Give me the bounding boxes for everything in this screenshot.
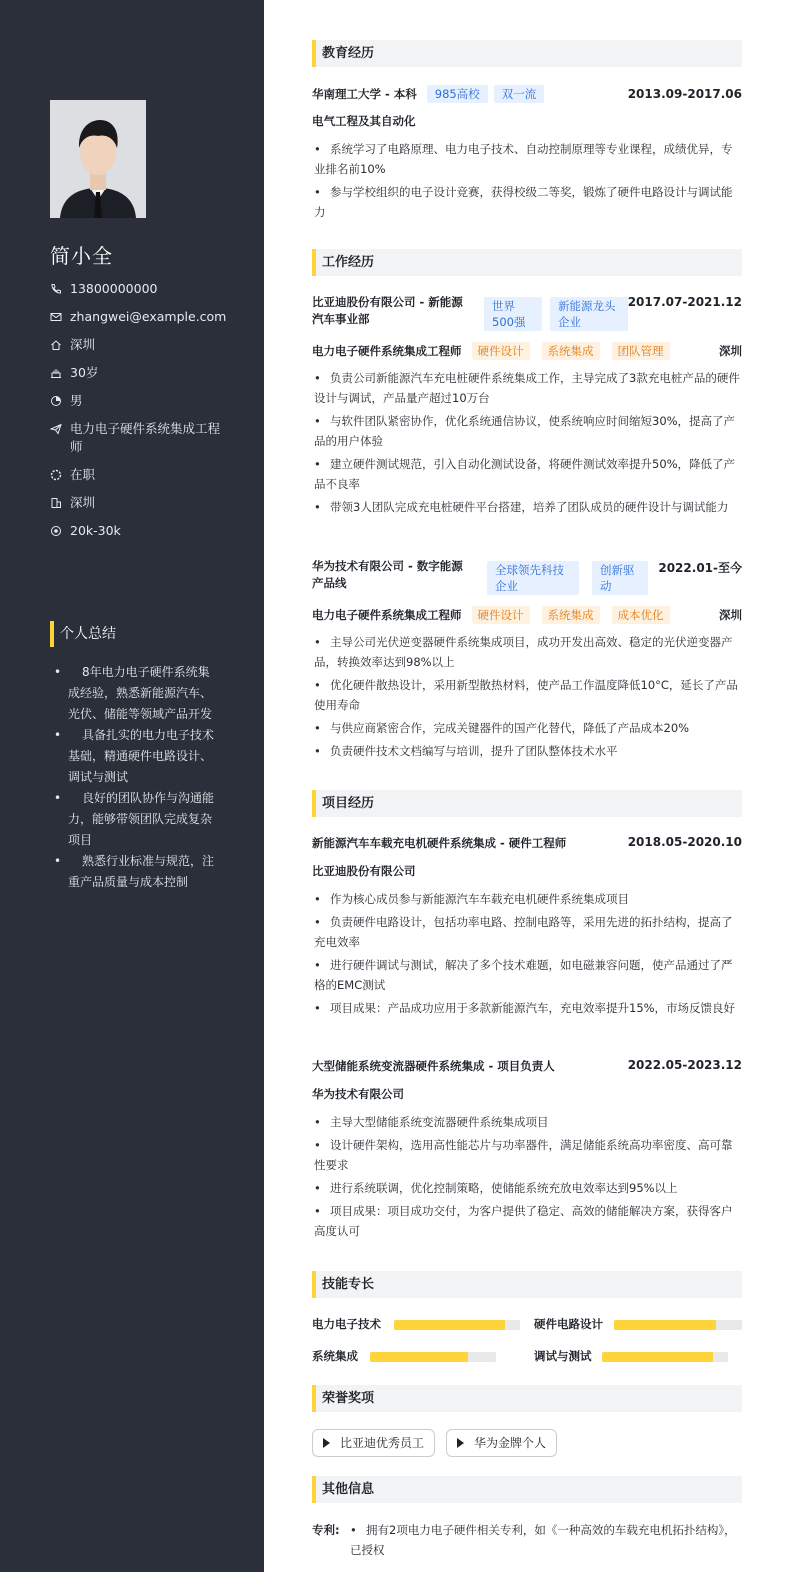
contact-status [50,466,230,484]
project-date: 2022.05-2023.12 [627,1058,742,1072]
summary-title: 个人总结 [50,621,116,647]
job-bullet: • 与供应商紧密合作，完成关键器件的国产化替代，降低了产品成本20% [314,718,742,738]
company-tag: 全球领先科技企业 [487,561,579,595]
job-bullets [314,632,742,764]
skill-tag: 团队管理 [612,342,670,360]
skill-bar-fill [370,1352,468,1362]
cake-icon [50,367,62,379]
major: 电气工程及其自动化 [312,114,416,128]
contact-target-city [50,494,230,512]
avatar [50,100,146,218]
company-tag: 世界500强 [484,297,542,331]
education-bullet: • 参与学校组织的电子设计竞赛，获得校级二等奖，锻炼了硬件电路设计与调试能力 [314,182,742,222]
section-projects-title: 项目经历 [312,790,742,817]
project-bullets [314,889,742,1021]
job-role: 电力电子硬件系统集成工程师 [312,608,462,622]
phone-icon [50,283,62,295]
project-bullet: • 进行硬件调试与测试，解决了多个技术难题，如电磁兼容问题，使产品通过了严格的EMC测试 [314,955,742,995]
contact-gender [50,392,230,410]
age-text: 30岁 [70,365,99,380]
education-date: 2013.09-2017.06 [627,87,742,101]
contact-city [50,336,230,354]
company-tag: 新能源龙头企业 [550,297,628,331]
award-badge [446,1429,557,1457]
job-bullet: • 优化硬件散热设计，采用新型散热材料，使产品工作温度降低10°C，延长了产品使用寿命 [314,675,742,715]
job-bullet: • 建立硬件测试规范，引入自动化测试设备，将硬件测试效率提升50%，降低了产品不良率 [314,454,742,494]
contact-salary [50,522,230,540]
target-role-text: 电力电子硬件系统集成工程师 [70,421,221,454]
patent-list [350,1520,742,1563]
candidate-name: 简小全 [50,244,113,268]
contact-list [50,280,230,550]
contact-phone [50,280,230,298]
school-name: 华南理工大学 - 本科 [312,86,417,101]
gender-icon [50,395,62,407]
project-bullet: • 设计硬件架构，选用高性能芯片与功率器件，满足储能系统高功率密度、高可靠性要求 [314,1135,742,1175]
contact-target-role [50,420,230,456]
skill-bar [614,1320,742,1330]
education-bullets [314,139,742,225]
skill-bar [602,1352,728,1362]
project-bullet: • 负责硬件电路设计，包括功率电路、控制电路等，采用先进的拓扑结构，提高了充电效率 [314,912,742,952]
job-role-row [312,606,742,624]
project-bullet: • 项目成果：产品成功应用于多款新能源汽车，充电效率提升15%，市场反馈良好 [314,998,742,1018]
job-role-row [312,342,742,360]
skill-bar [394,1320,520,1330]
award-label: 华为金牌个人 [474,1436,547,1450]
project-bullet: • 主导大型储能系统变流器硬件系统集成项目 [314,1112,742,1132]
home-icon [50,339,62,351]
contact-age [50,364,230,382]
phone-text: 13800000000 [70,281,158,296]
skill-tag: 系统集成 [542,606,600,624]
project-date: 2018.05-2020.10 [627,835,742,849]
status-text: 在职 [70,467,96,482]
summary-item: • 具备扎实的电力电子技术基础，精通硬件电路设计、调试与测试 [66,725,216,788]
company-tag: 创新驱动 [592,561,648,595]
school-tag: 双一流 [494,85,545,103]
project-bullets [314,1112,742,1244]
job-company: 华为技术有限公司 - 数字能源产品线 [312,559,463,590]
play-icon [457,1438,464,1448]
job-bullets [314,368,742,520]
education-bullet: • 系统学习了电路原理、电力电子技术、自动控制原理等专业课程，成绩优异，专业排名前10% [314,139,742,179]
job-date: 2017.07-2021.12 [627,295,742,309]
summary-item: • 8年电力电子硬件系统集成经验，熟悉新能源汽车、光伏、储能等领域产品开发 [66,662,216,725]
project-name: 大型储能系统变流器硬件系统集成 - 项目负责人 [312,1059,555,1073]
skill-bar-fill [614,1320,716,1330]
mail-icon [50,311,62,323]
play-icon [323,1438,330,1448]
skill-bar [370,1352,496,1362]
patent-item: • 拥有2项电力电子硬件相关专利，如《一种高效的车载充电机拓扑结构》，已授权 [350,1520,742,1560]
skill-tag: 硬件设计 [472,342,530,360]
job-bullet: • 负责公司新能源汽车充电桩硬件系统集成工作，主导完成了3款充电桩产品的硬件设计与调试，产品量产超过10万台 [314,368,742,408]
building-icon [50,497,62,509]
job-location: 深圳 [719,608,742,622]
skill-label: 电力电子技术 [312,1317,381,1331]
project-bullet: • 进行系统联调，优化控制策略，使储能系统充放电效率达到95%以上 [314,1178,742,1198]
skill-label: 硬件电路设计 [534,1317,603,1331]
school-tag: 985高校 [427,85,488,103]
skill-label: 系统集成 [312,1349,358,1363]
summary-item: • 良好的团队协作与沟通能力，能够带领团队完成复杂项目 [66,788,216,851]
award-badge [312,1429,435,1457]
city-text: 深圳 [70,337,96,352]
skill-tag: 系统集成 [542,342,600,360]
project-bullet: • 项目成果：项目成功交付，为客户提供了稳定、高效的储能解决方案，获得客户高度认可 [314,1201,742,1241]
email-text: zhangwei@example.com [70,309,227,324]
job-role: 电力电子硬件系统集成工程师 [312,344,462,358]
target-city-text: 深圳 [70,495,96,510]
salary-text: 20k-30k [70,523,121,538]
job-bullet: • 带领3人团队完成充电桩硬件平台搭建，培养了团队成员的硬件设计与调试能力 [314,497,742,517]
patent-label: 专利: [312,1523,340,1537]
job-bullet: • 负责硬件技术文档编写与培训，提升了团队整体技术水平 [314,741,742,761]
section-other-title: 其他信息 [312,1476,742,1503]
contact-email [50,308,230,326]
project-name: 新能源汽车车载充电机硬件系统集成 - 硬件工程师 [312,836,567,850]
project-company: 华为技术有限公司 [312,1087,404,1101]
send-icon [50,423,62,435]
status-icon [50,469,62,481]
section-work-title: 工作经历 [312,249,742,276]
summary-item: • 熟悉行业标准与规范，注重产品质量与成本控制 [66,851,216,893]
education-header [312,85,742,103]
gender-text: 男 [70,393,83,408]
skill-label: 调试与测试 [534,1349,592,1363]
salary-icon [50,525,62,537]
job-bullet: • 与软件团队紧密协作，优化系统通信协议，使系统响应时间缩短30%，提高了产品的用户体验 [314,411,742,451]
job-bullet: • 主导公司光伏逆变器硬件系统集成项目，成功开发出高效、稳定的光伏逆变器产品，转换效率达到98%以上 [314,632,742,672]
section-skills-title: 技能专长 [312,1271,742,1298]
summary-list [66,662,216,893]
section-awards-title: 荣誉奖项 [312,1385,742,1412]
award-label: 比亚迪优秀员工 [340,1436,425,1450]
job-company: 比亚迪股份有限公司 - 新能源汽车事业部 [312,295,463,326]
project-bullet: • 作为核心成员参与新能源汽车车载充电机硬件系统集成项目 [314,889,742,909]
section-education-title: 教育经历 [312,40,742,67]
sidebar [0,0,264,1572]
avatar-photo-icon [50,100,146,218]
skill-tag: 硬件设计 [472,606,530,624]
skill-tag: 成本优化 [612,606,670,624]
job-location: 深圳 [719,344,742,358]
skill-bar-fill [394,1320,505,1330]
project-company: 比亚迪股份有限公司 [312,864,416,878]
job-date: 2022.01-至今 [658,561,742,575]
skill-bar-fill [602,1352,713,1362]
